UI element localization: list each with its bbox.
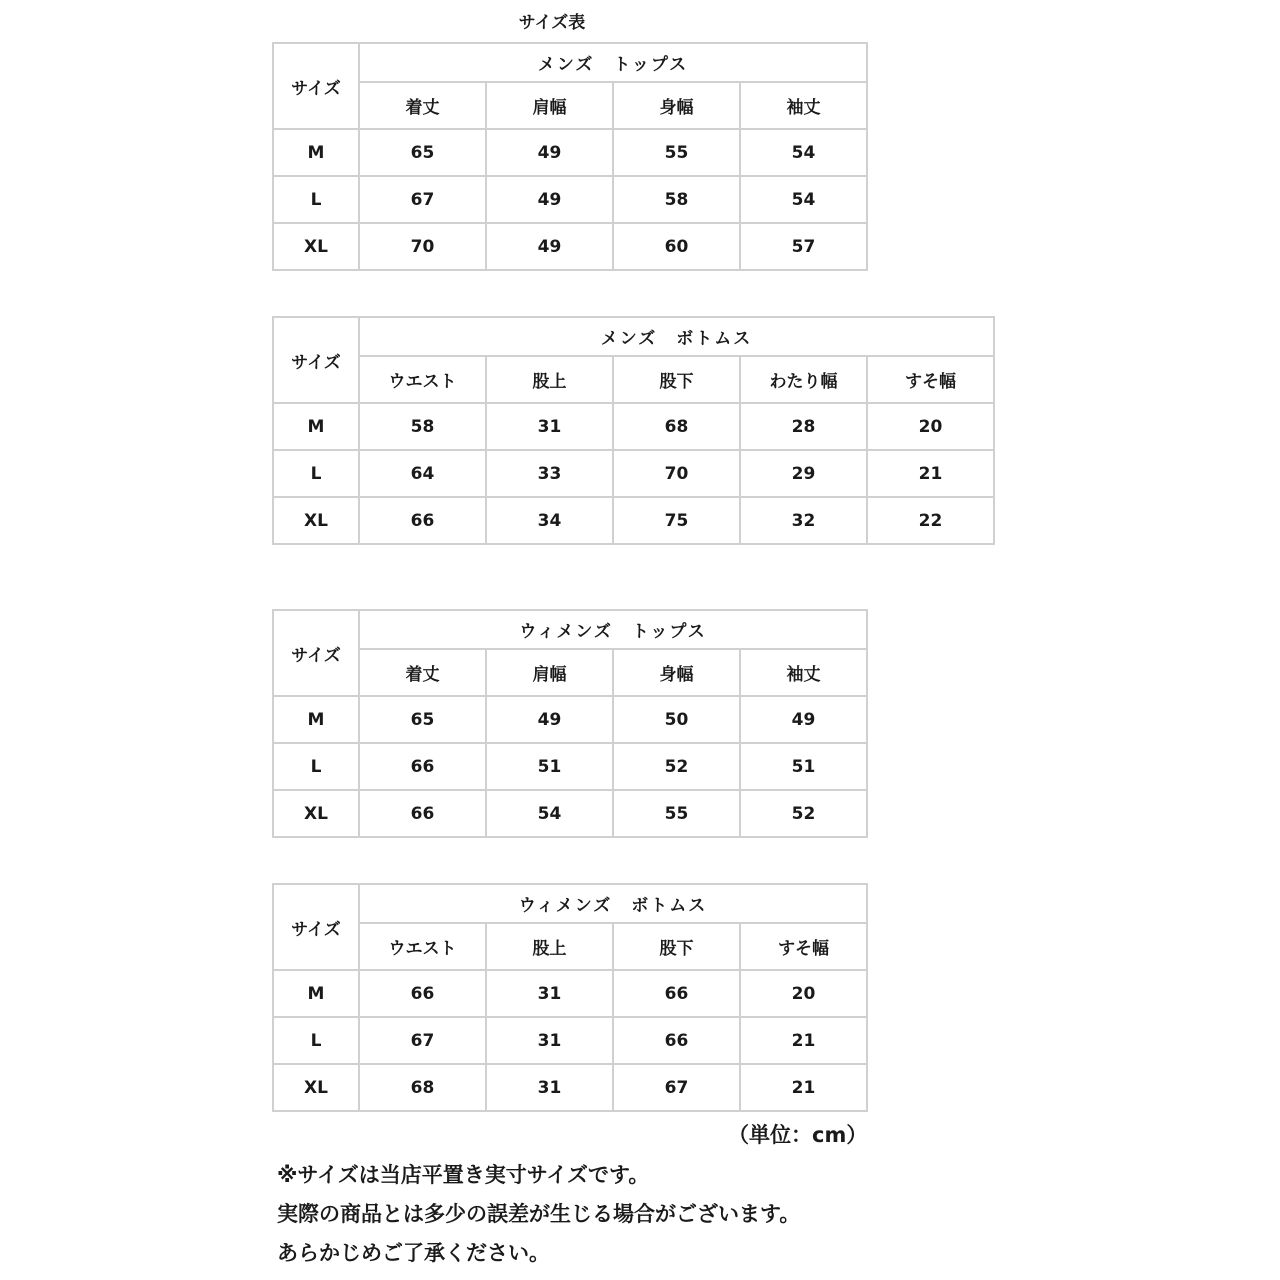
value-cell: 49 [486,696,613,743]
value-cell: 64 [359,450,486,497]
size-header: サイズ [273,610,359,696]
size-header: サイズ [273,317,359,403]
column-header: 身幅 [613,82,740,129]
column-header: 股下 [613,356,740,403]
size-cell: M [273,403,359,450]
value-cell: 31 [486,403,613,450]
value-cell: 31 [486,970,613,1017]
value-cell: 51 [486,743,613,790]
value-cell: 21 [867,450,994,497]
value-cell: 51 [740,743,867,790]
footnote: ※サイズは当店平置き実寸サイズです。 [277,1163,650,1187]
table-title: メンズ ボトムス [359,317,994,356]
size-cell: M [273,129,359,176]
size-cell: XL [273,790,359,837]
column-header: 袖丈 [740,82,867,129]
column-header: 肩幅 [486,82,613,129]
value-cell: 65 [359,129,486,176]
column-header: すそ幅 [867,356,994,403]
value-cell: 54 [740,176,867,223]
table-row [273,1017,867,1064]
table-row [273,403,994,450]
value-cell: 52 [740,790,867,837]
value-cell: 67 [359,1017,486,1064]
table-title: メンズ トップス [359,43,867,82]
value-cell: 31 [486,1064,613,1111]
size-cell: L [273,743,359,790]
value-cell: 58 [359,403,486,450]
value-cell: 55 [613,129,740,176]
value-cell: 49 [740,696,867,743]
value-cell: 75 [613,497,740,544]
table-row [273,497,994,544]
value-cell: 66 [359,790,486,837]
column-header: すそ幅 [740,923,867,970]
column-header: 股上 [486,356,613,403]
size-cell: L [273,1017,359,1064]
size-cell: XL [273,497,359,544]
value-cell: 33 [486,450,613,497]
table-row [273,1064,867,1111]
value-cell: 58 [613,176,740,223]
value-cell: 66 [359,970,486,1017]
size-cell: XL [273,223,359,270]
value-cell: 55 [613,790,740,837]
table-row [273,129,867,176]
unit-note: （単位：cm） [728,1123,868,1147]
table-row [273,450,994,497]
table-title: ウィメンズ ボトムス [359,884,867,923]
size-table-womens-bottoms [272,883,868,1112]
value-cell: 66 [613,1017,740,1064]
value-cell: 29 [740,450,867,497]
value-cell: 54 [486,790,613,837]
value-cell: 20 [740,970,867,1017]
value-cell: 50 [613,696,740,743]
value-cell: 70 [613,450,740,497]
value-cell: 31 [486,1017,613,1064]
table-row [273,790,867,837]
value-cell: 54 [740,129,867,176]
value-cell: 52 [613,743,740,790]
column-header: 着丈 [359,82,486,129]
value-cell: 68 [613,403,740,450]
table-row [273,970,867,1017]
value-cell: 28 [740,403,867,450]
value-cell: 68 [359,1064,486,1111]
value-cell: 66 [613,970,740,1017]
size-table-mens-bottoms [272,316,995,545]
size-cell: L [273,176,359,223]
column-header: 股下 [613,923,740,970]
value-cell: 22 [867,497,994,544]
value-cell: 60 [613,223,740,270]
column-header: 着丈 [359,649,486,696]
size-cell: M [273,696,359,743]
value-cell: 65 [359,696,486,743]
table-row [273,176,867,223]
size-header: サイズ [273,884,359,970]
column-header: わたり幅 [740,356,867,403]
value-cell: 57 [740,223,867,270]
value-cell: 66 [359,743,486,790]
column-header: ウエスト [359,356,486,403]
size-header: サイズ [273,43,359,129]
column-header: 股上 [486,923,613,970]
value-cell: 67 [359,176,486,223]
value-cell: 49 [486,176,613,223]
column-header: 肩幅 [486,649,613,696]
page-title: サイズ表 [518,13,586,33]
value-cell: 20 [867,403,994,450]
value-cell: 21 [740,1017,867,1064]
value-cell: 49 [486,129,613,176]
table-row [273,743,867,790]
column-header: 袖丈 [740,649,867,696]
footnote: あらかじめご了承ください。 [277,1241,550,1265]
size-table-womens-tops [272,609,868,838]
column-header: ウエスト [359,923,486,970]
value-cell: 34 [486,497,613,544]
column-header: 身幅 [613,649,740,696]
value-cell: 32 [740,497,867,544]
value-cell: 67 [613,1064,740,1111]
size-cell: L [273,450,359,497]
footnote: 実際の商品とは多少の誤差が生じる場合がございます。 [277,1202,801,1226]
value-cell: 70 [359,223,486,270]
table-title: ウィメンズ トップス [359,610,867,649]
size-table-mens-tops [272,42,868,271]
value-cell: 49 [486,223,613,270]
size-cell: XL [273,1064,359,1111]
table-row [273,696,867,743]
table-row [273,223,867,270]
value-cell: 21 [740,1064,867,1111]
size-cell: M [273,970,359,1017]
value-cell: 66 [359,497,486,544]
